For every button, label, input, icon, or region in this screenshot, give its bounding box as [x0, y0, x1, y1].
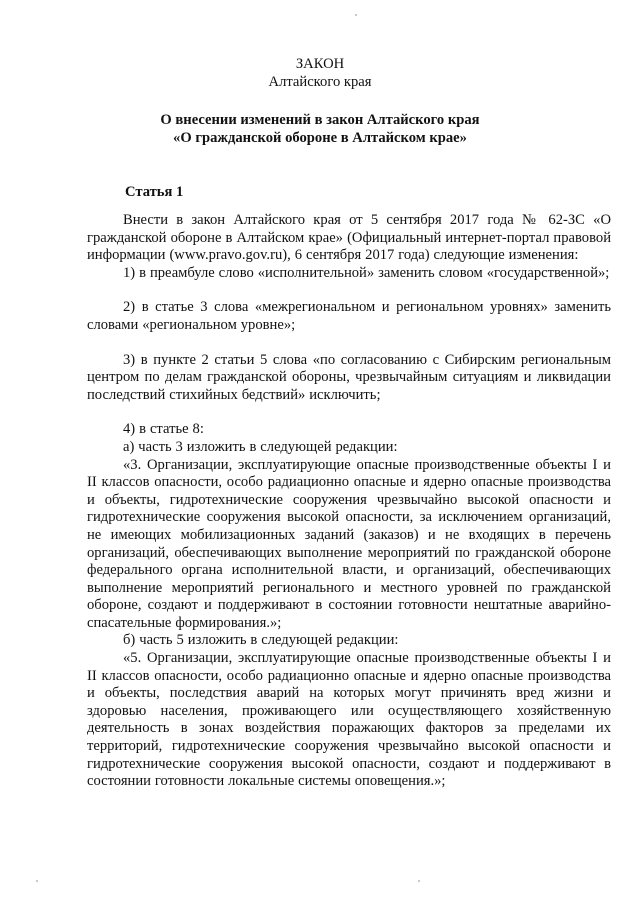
amendment-item-4: 4) в статье 8:	[123, 421, 204, 438]
amendment-item-4a-text: «3. Организации, эксплуатирующие опасные производственные объекты I и II классов опасности, особо радиационно опасные и ядерно опасные производства и объекты, гидротехнические сооружения чрезвычайно высокой опасности и гидротехнические сооружения высокой опасности, за исключением организаций, не имеющих мобилизационных заданий (заказов) и не входящих в перечень организаций, обеспечивающих выполнение мероприятий по гражданской обороне федерального органа исполнительной власти, и организаций, обеспечивающих выполнение мероприятий регионального и местного уровней по гражданской обороне, создают и поддерживают в состоянии готовности нештатные аварийно-спасательные формирования.»;	[87, 456, 611, 631]
amendment-item-4a: а) часть 3 изложить в следующей редакции:	[123, 438, 398, 455]
scan-speck	[36, 880, 38, 882]
amendment-item-4b-text: «5. Организации, эксплуатирующие опасные производственные объекты I и II классов опасности, особо радиационно опасные и ядерно опасные производства и объекты, последствия аварий на которых могут причинять вред жизни и здоровью населения, проживающего или осуществляющего хозяйственную деятельность в зонах воздействия поражающих факторов за пределами их территорий, гидротехнические сооружения чрезвычайно высокой опасности и гидротехнические сооружения высокой опасности, создают и поддерживают в состоянии готовности локальные системы оповещения.»;	[87, 650, 611, 790]
law-subject	[0, 112, 640, 147]
article-body	[87, 212, 611, 791]
scan-speck	[418, 880, 420, 882]
scan-speck	[355, 14, 357, 16]
amendment-item-2: 2) в статье 3 слова «межрегиональном и региональном уровнях» заменить словами «региональном уровне»;	[87, 299, 611, 333]
article-title: Статья 1	[125, 184, 184, 200]
law-title: ЗАКОН	[295, 56, 345, 72]
amendment-item-3: 3) в пункте 2 статьи 5 слова «по согласованию с Сибирским региональным центром по делам гражданской обороны, чрезвычайным ситуациям и ликвидации последствий стихийных бедствий» исключить;	[87, 351, 611, 403]
amendment-item-4b: б) часть 5 изложить в следующей редакции:	[123, 632, 399, 649]
law-subject-line-2: «О гражданской обороне в Алтайском крае»	[173, 129, 467, 146]
law-region: Алтайского края	[268, 74, 372, 90]
law-subject-line-1: О внесении изменений в закон Алтайского края	[160, 112, 480, 128]
amendment-item-1: 1) в преамбуле слово «исполнительной» заменить словом «государственной»;	[123, 264, 610, 281]
article-intro: Внести в закон Алтайского края от 5 сентября 2017 года № 62-ЗС «О гражданской обороне в Алтайском крае» (Официальный интернет-портал правовой информации (www.pravo.gov.ru), 6 сентября 2017 года) следующие изменения:	[87, 212, 611, 264]
